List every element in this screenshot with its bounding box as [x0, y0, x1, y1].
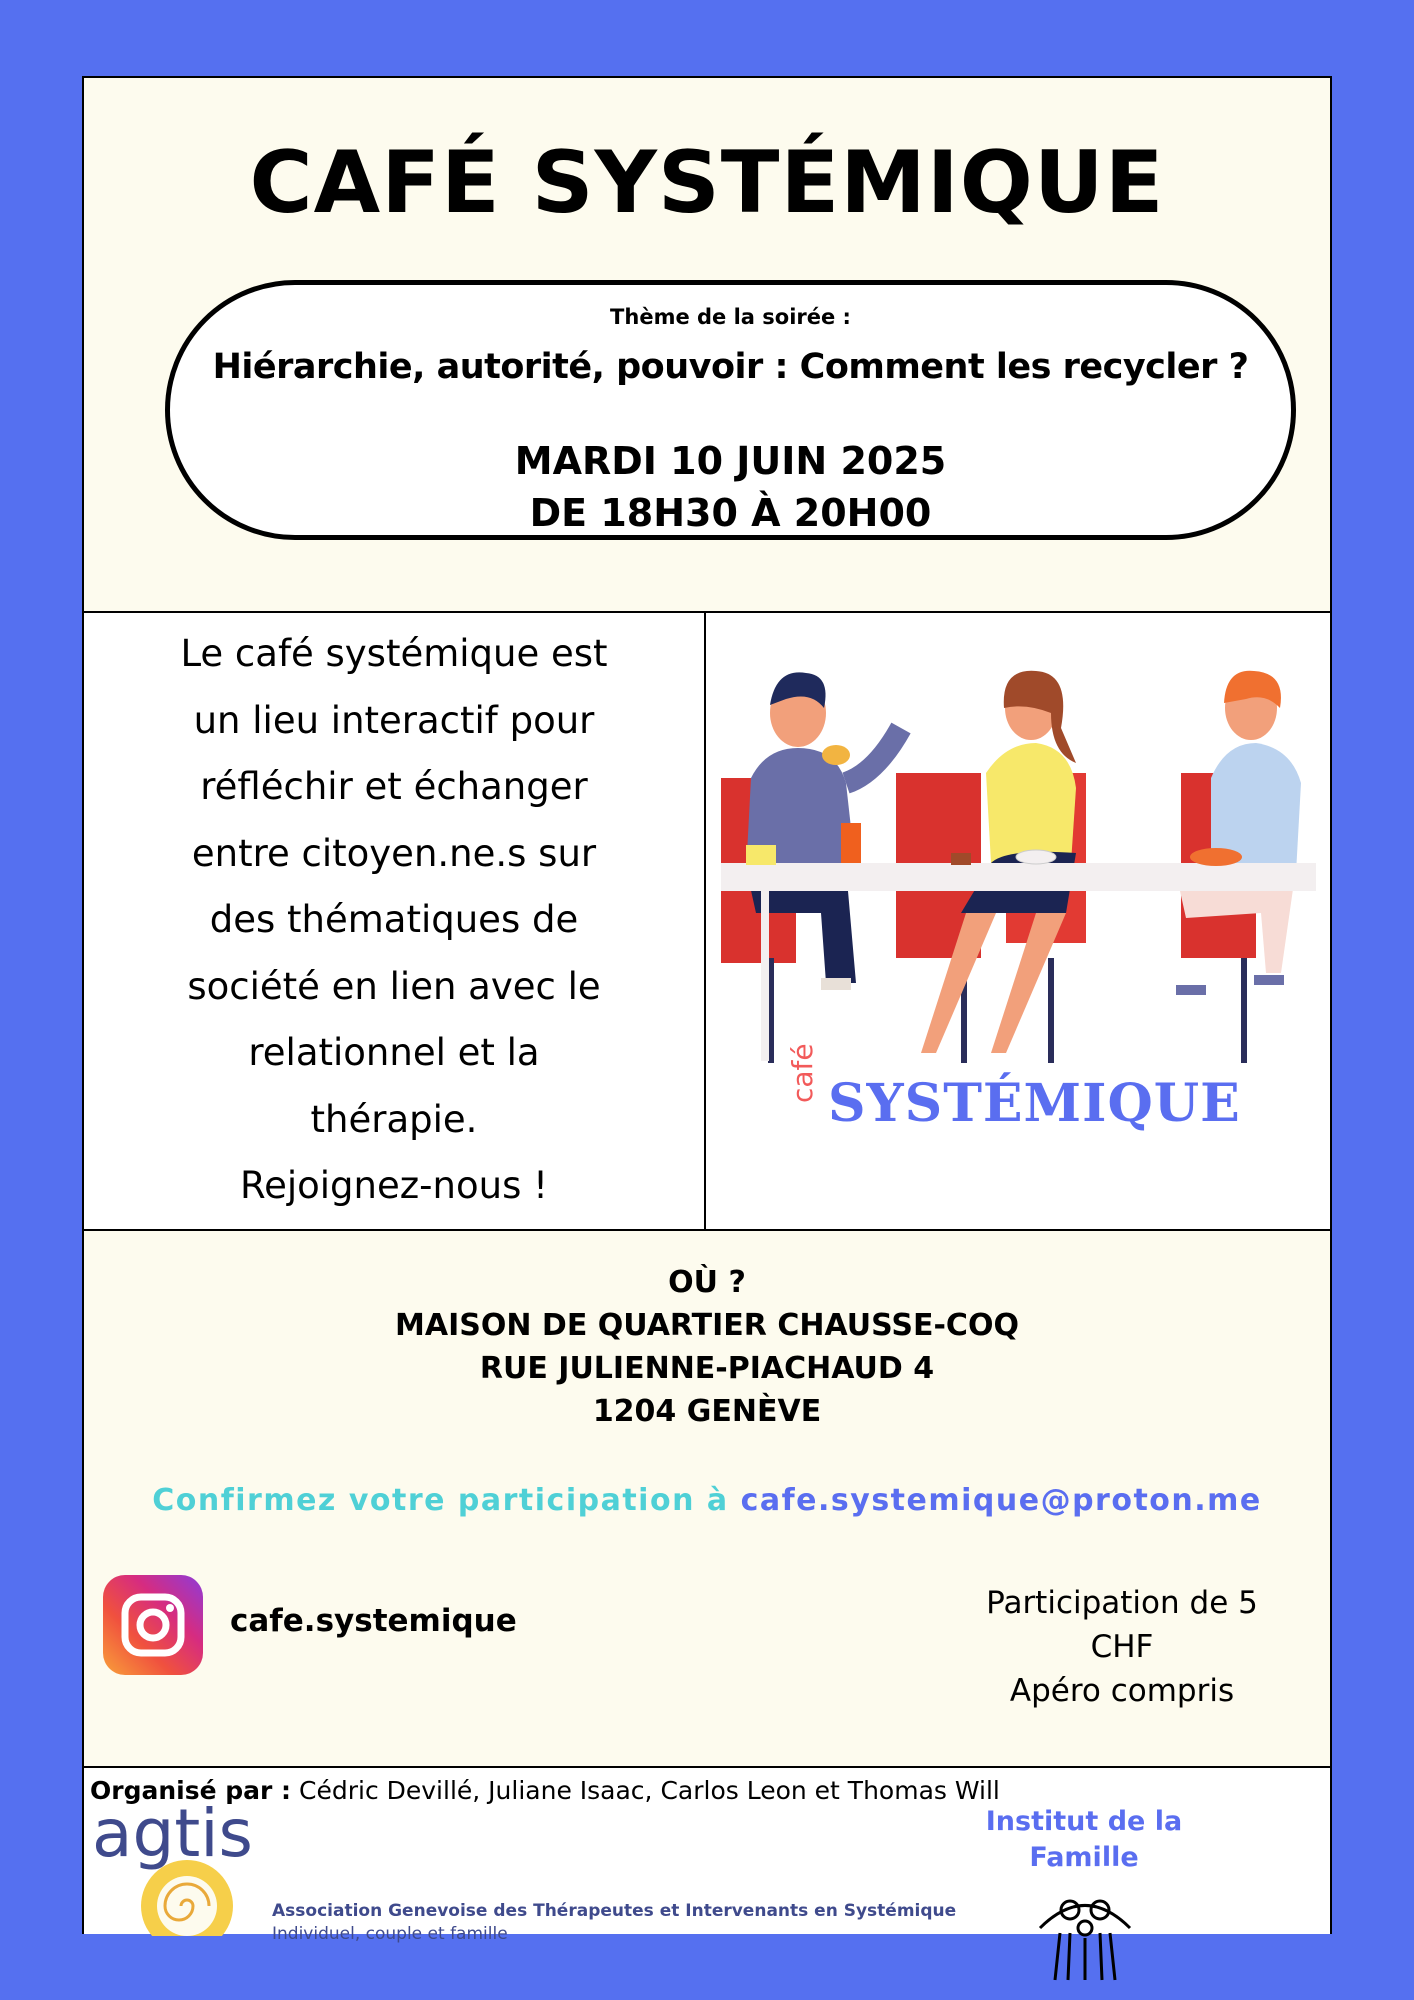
- description-line: des thématiques de: [209, 898, 579, 941]
- confirm-text: Confirmez votre participation à: [152, 1483, 741, 1518]
- price-line: Participation de 5 CHF: [986, 1585, 1258, 1665]
- cafe-systemique-logo: [786, 1043, 1266, 1173]
- price-info: [952, 1581, 1292, 1713]
- description-line: Le café systémique est: [180, 632, 608, 675]
- instagram-handle[interactable]: cafe.systemique: [230, 1603, 517, 1639]
- organizers-label: Organisé par :: [90, 1776, 292, 1805]
- description-line: un lieu interactif pour: [193, 698, 595, 742]
- description-line: réfléchir et échanger: [200, 765, 588, 808]
- institut-logo: [1030, 1888, 1140, 1988]
- theme-text: Hiérarchie, autorité, pouvoir : Comment les recycler ?: [212, 347, 1249, 387]
- cafe-illustration: [706, 613, 1332, 1073]
- city: 1204 GENÈVE: [592, 1394, 822, 1429]
- apero-line: Apéro compris: [1009, 1673, 1235, 1709]
- theme-label: Thème de la soirée :: [610, 305, 851, 329]
- brand-small: café: [786, 1043, 819, 1103]
- institut-line: Institut de la: [985, 1806, 1183, 1837]
- description-line: entre citoyen.ne.s sur: [191, 831, 597, 875]
- date-line: MARDI 10 JUIN 2025: [514, 439, 947, 483]
- illustration-panel: [706, 613, 1332, 1229]
- description-line: Rejoignez-nous !: [240, 1164, 548, 1207]
- agtis-name: Association Genevoise des Thérapeutes et Intervenants en Systémique: [272, 1901, 957, 1921]
- institut-line: Famille: [1029, 1842, 1139, 1873]
- description-panel: [84, 613, 706, 1229]
- confirm-line: [84, 1483, 1330, 1518]
- email-link[interactable]: cafe.systemique@proton.me: [740, 1483, 1262, 1518]
- poster: [82, 76, 1332, 1944]
- info-section: [84, 1231, 1330, 1768]
- theme-box: [165, 280, 1296, 540]
- organizers-line: [90, 1776, 1000, 1805]
- page-title: CAFÉ SYSTÉMIQUE: [249, 133, 1165, 233]
- description-line: société en lien avec le: [187, 964, 601, 1008]
- street: RUE JULIENNE-PIACHAUD 4: [479, 1351, 935, 1386]
- instagram-icon[interactable]: [103, 1575, 203, 1675]
- description-line: thérapie.: [310, 1097, 478, 1141]
- header-section: [84, 78, 1330, 613]
- agtis-logo-text: agtis: [92, 1806, 253, 1872]
- location: [84, 1261, 1330, 1433]
- description: [84, 621, 704, 1220]
- middle-section: [84, 613, 1330, 1231]
- organizers-names: Cédric Devillé, Juliane Isaac, Carlos Leon et Thomas Will: [291, 1776, 1000, 1805]
- location-label: OÙ ?: [668, 1265, 746, 1300]
- event-date: [170, 435, 1291, 539]
- organizers-section: [84, 1768, 1330, 1944]
- venue: MAISON DE QUARTIER CHAUSSE-COQ: [395, 1308, 1019, 1343]
- institut-name: [984, 1804, 1184, 1876]
- agtis-subtitle: Individuel, couple et famille: [272, 1924, 508, 1944]
- brand-big: SYSTÉMIQUE: [828, 1073, 1241, 1134]
- time-line: DE 18H30 À 20H00: [529, 491, 932, 535]
- description-line: relationnel et la: [248, 1031, 540, 1074]
